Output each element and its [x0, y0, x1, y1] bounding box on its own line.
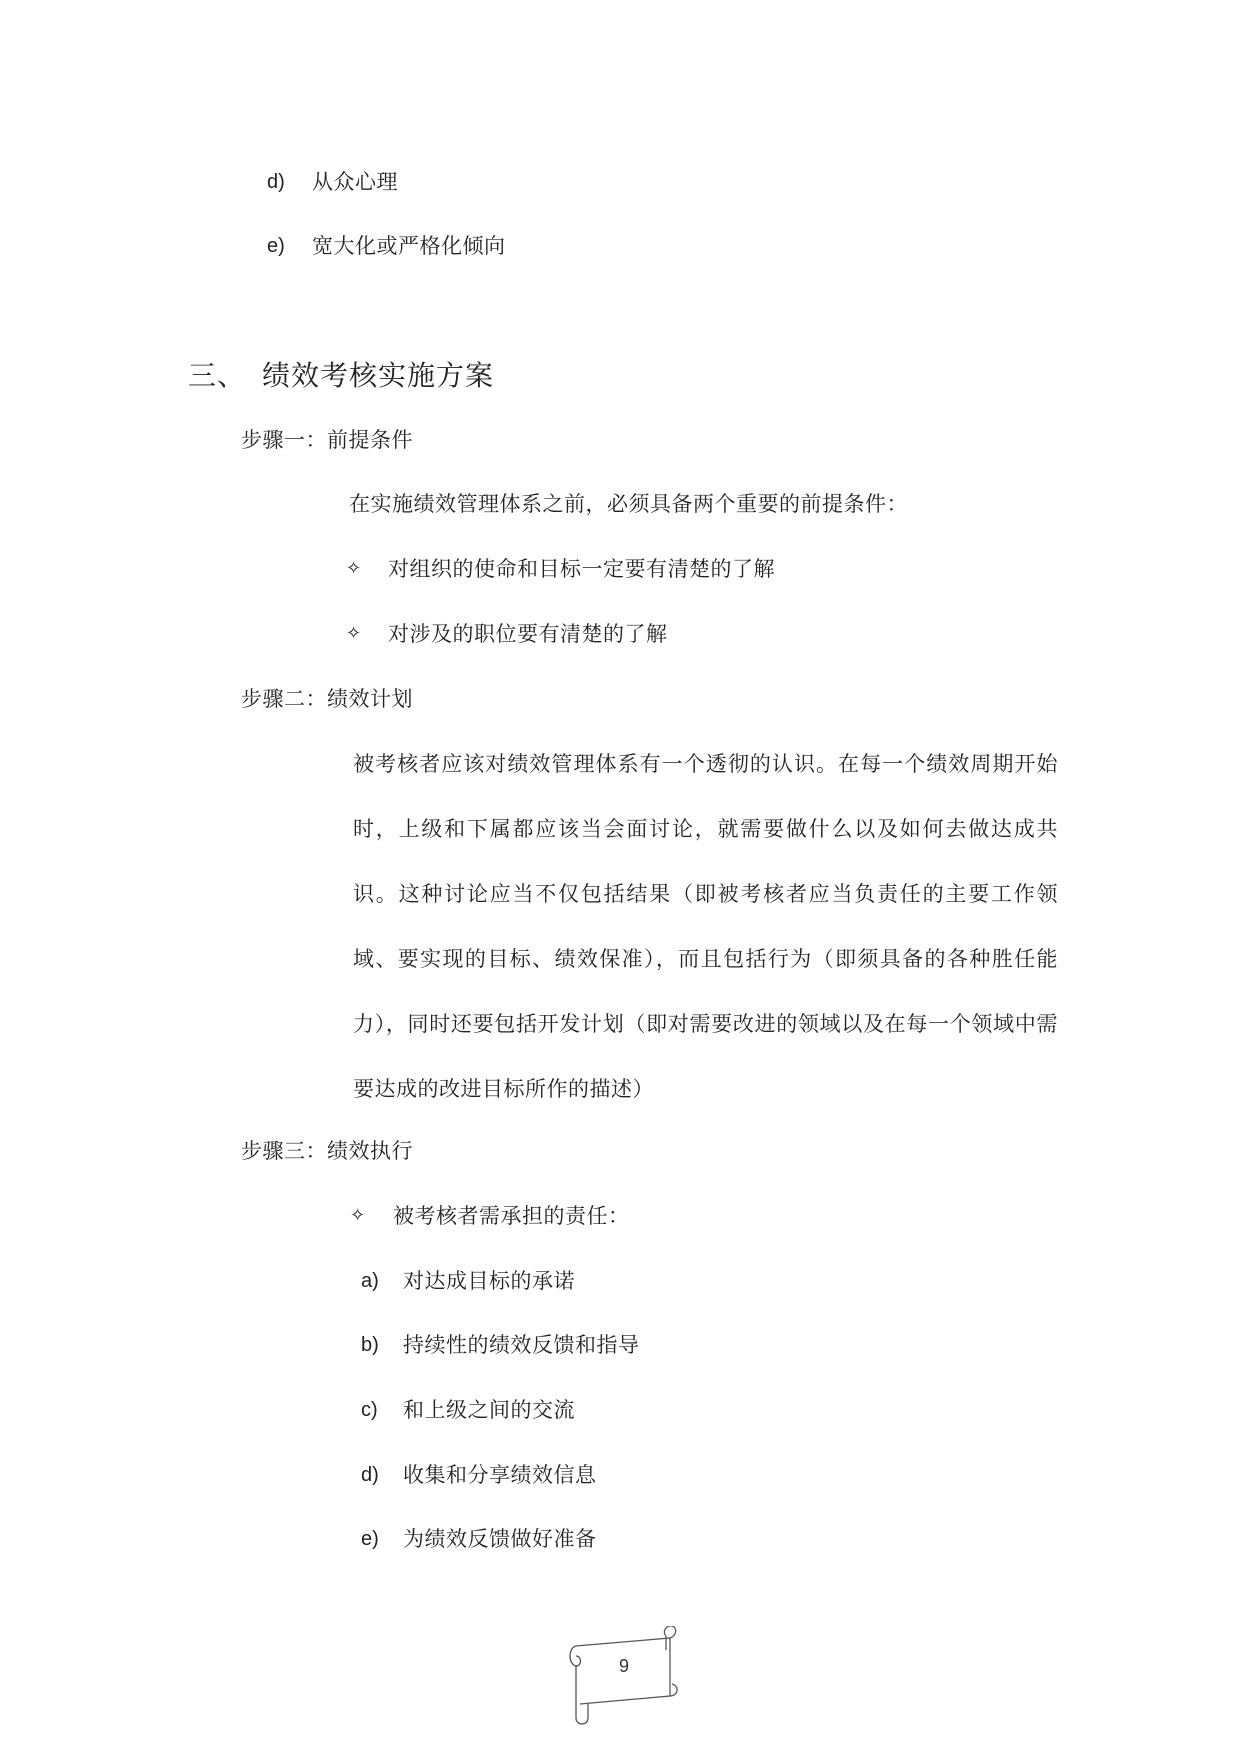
- list-marker: b): [361, 1334, 379, 1356]
- list-marker: d): [267, 171, 285, 193]
- list-item: 和上级之间的交流: [403, 1398, 575, 1422]
- list-item: 从众心理: [312, 170, 398, 194]
- list-marker: d): [361, 1464, 379, 1486]
- section-title: 绩效考核实施方案: [262, 359, 495, 392]
- step-paragraph: 被考核者应该对绩效管理体系有一个透彻的认识。在每一个绩效周期开始时，上级和下属都应该当会面讨论，就需要做什么以及如何去做达成共识。这种讨论应当不仅包括结果（即被考核者应当负责任的主要工作领域、要实现的目标、绩效保准），而且包括行为（即须具备的各种胜任能力），同时还要包括开发计划（即对需要改进的领域以及在每一个领域中需要达成的改进目标所作的描述）: [353, 752, 1058, 1101]
- step-title: 步骤一：前提条件: [241, 428, 413, 452]
- list-item: 对达成目标的承诺: [403, 1269, 575, 1293]
- bullet-item: 被考核者需承担的责任：: [393, 1204, 630, 1228]
- list-item: 宽大化或严格化倾向: [312, 234, 506, 258]
- step-intro: 在实施绩效管理体系之前，必须具备两个重要的前提条件：: [349, 492, 908, 516]
- list-item: 为绩效反馈做好准备: [403, 1527, 597, 1551]
- list-marker: e): [267, 235, 285, 257]
- step-title: 步骤三：绩效执行: [241, 1139, 413, 1163]
- list-marker: a): [361, 1270, 379, 1292]
- diamond-bullet-icon: ✧: [346, 623, 362, 644]
- bullet-item: 对组织的使命和目标一定要有清楚的了解: [388, 557, 775, 581]
- page-number: 9: [618, 1656, 629, 1676]
- list-item: 持续性的绩效反馈和指导: [403, 1333, 640, 1357]
- list-marker: e): [361, 1528, 379, 1550]
- section-number: 三、: [188, 359, 247, 392]
- bullet-item: 对涉及的职位要有清楚的了解: [388, 622, 668, 646]
- diamond-bullet-icon: ✧: [346, 558, 362, 579]
- list-item: 收集和分享绩效信息: [403, 1463, 597, 1487]
- diamond-bullet-icon: ✧: [350, 1205, 366, 1226]
- list-marker: c): [361, 1399, 378, 1421]
- step-title: 步骤二：绩效计划: [241, 687, 413, 711]
